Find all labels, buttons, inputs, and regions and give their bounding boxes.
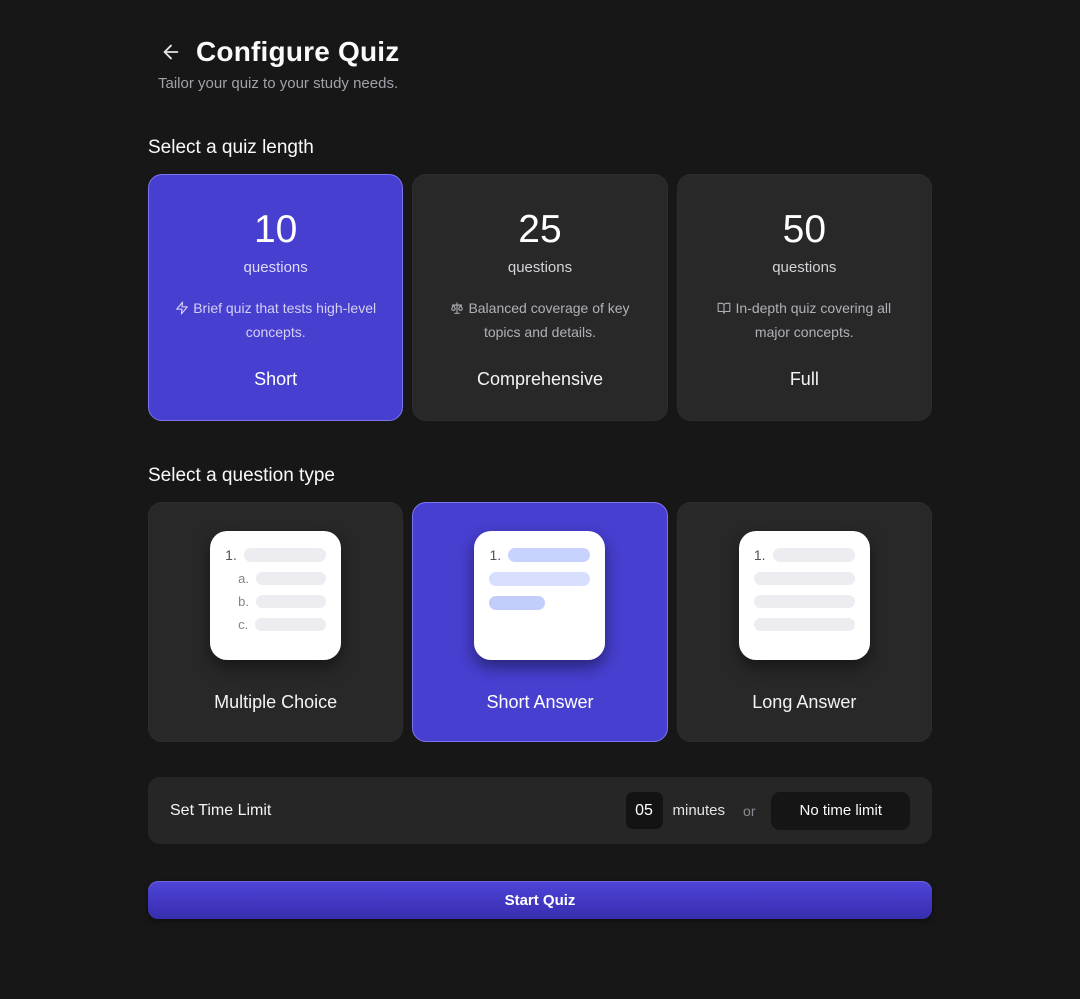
quiz-length-option-full[interactable] (677, 174, 932, 421)
scales-icon (450, 300, 464, 322)
option-label: Full (789, 369, 819, 389)
question-type-option-short-answer[interactable] (412, 502, 667, 742)
doc-text-bar (255, 618, 326, 631)
doc-row (489, 572, 590, 586)
multiple-choice-doc-illustration (210, 531, 341, 660)
doc-row-letter: a. (238, 571, 249, 586)
question-count: 10 (253, 208, 298, 251)
doc-text-bar (256, 595, 326, 608)
option-label: Short (254, 369, 298, 389)
doc-row (225, 548, 326, 562)
long-answer-doc-illustration (739, 531, 870, 660)
doc-text-bar (754, 572, 855, 585)
configure-quiz-page (148, 0, 932, 919)
question-type-options (148, 502, 932, 742)
doc-row (225, 595, 326, 608)
question-count-unit: questions (772, 258, 837, 276)
doc-text-bar (754, 618, 855, 631)
arrow-left-icon (160, 41, 182, 63)
doc-text-bar (773, 548, 855, 562)
option-description-text: Balanced coverage of key topics and details. (468, 299, 630, 340)
time-limit-row (148, 777, 932, 844)
page-title: Configure Quiz (196, 36, 400, 67)
quiz-length-heading: Select a quiz length (148, 137, 314, 158)
question-count: 50 (782, 208, 827, 251)
question-count-unit: questions (507, 258, 573, 276)
option-label: Multiple Choice (214, 692, 338, 712)
question-type-option-long-answer[interactable] (677, 502, 932, 742)
quiz-length-option-short[interactable] (148, 174, 403, 421)
doc-text-bar (508, 548, 590, 562)
quiz-length-options (148, 174, 932, 421)
doc-row-number: 1. (753, 547, 766, 563)
doc-row (225, 572, 326, 585)
lightning-icon (175, 300, 189, 322)
option-description-text: Brief quiz that tests high-level concepts. (193, 299, 377, 340)
option-label: Long Answer (752, 692, 857, 712)
doc-row (225, 618, 326, 631)
doc-row (489, 548, 590, 562)
doc-row-number: 1. (489, 547, 502, 563)
time-limit-label: Set Time Limit (170, 801, 272, 819)
doc-row-letter: b. (238, 594, 249, 609)
option-label: Short Answer (486, 692, 594, 712)
doc-row (489, 596, 590, 610)
minutes-unit-label: minutes (672, 802, 726, 819)
option-description-text: In-depth quiz covering all major concepts. (735, 299, 892, 340)
page-subtitle: Tailor your quiz to your study needs. (158, 75, 399, 92)
question-type-option-multiple-choice[interactable] (148, 502, 403, 742)
doc-text-bar (244, 548, 326, 562)
doc-text-bar (754, 595, 855, 608)
option-description (173, 298, 378, 343)
option-description (437, 298, 642, 343)
question-count: 25 (518, 208, 562, 251)
time-limit-controls (626, 792, 911, 830)
option-description (702, 298, 907, 343)
doc-text-bar (256, 572, 326, 585)
page-header (148, 36, 932, 68)
doc-text-bar (489, 596, 545, 610)
question-type-heading: Select a question type (148, 465, 335, 486)
doc-row (754, 618, 855, 631)
start-quiz-button[interactable]: Start Quiz (148, 881, 932, 919)
doc-row-letter: c. (238, 617, 249, 632)
quiz-length-option-comprehensive[interactable] (412, 174, 667, 421)
no-time-limit-button[interactable]: No time limit (771, 792, 910, 830)
back-button[interactable] (158, 39, 184, 65)
open-book-icon (717, 300, 731, 322)
doc-row (754, 595, 855, 608)
or-label: or (743, 802, 756, 819)
minutes-input[interactable] (626, 792, 663, 829)
doc-row (754, 572, 855, 585)
option-label: Comprehensive (476, 369, 604, 389)
short-answer-doc-illustration (474, 531, 605, 660)
doc-text-bar (489, 572, 590, 586)
question-count-unit: questions (243, 258, 308, 276)
doc-row (754, 548, 855, 562)
doc-row-number: 1. (225, 547, 237, 563)
